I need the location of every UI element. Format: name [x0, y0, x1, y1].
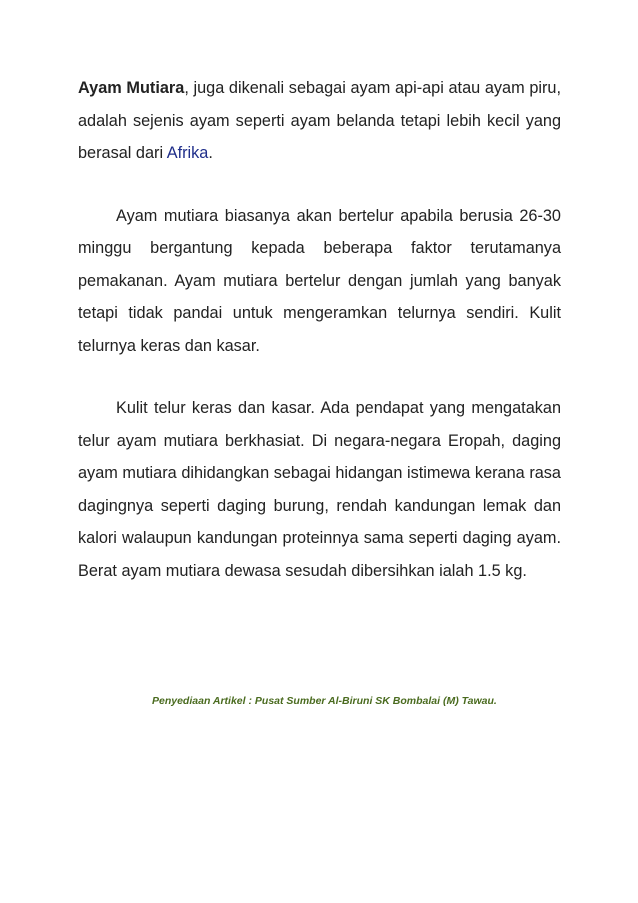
paragraph-eggshell-and-meat: Kulit telur keras dan kasar. Ada pendapat yang mengatakan telur ayam mutiara berkhasiat. Di negara-negara Eropah, daging ayam mutiara dihidangkan sebagai hidangan istimewa kerana rasa dagingnya seperti daging burung, rendah kandungan lemak dan kalori walaupun kandungan proteinnya sama seperti daging ayam. Berat ayam mutiara dewasa sesudah dibersihkan ialah 1.5 kg. — [78, 399, 561, 580]
paragraph-intro — [78, 72, 561, 170]
intro-text: , juga dikenali sebagai ayam api-api atau ayam piru, adalah sejenis ayam seperti ayam belanda tetapi lebih kecil yang berasal dari — [78, 79, 561, 162]
intro-period: . — [208, 144, 213, 162]
afrika-link[interactable]: Afrika — [166, 144, 209, 162]
article-term: Ayam Mutiara — [78, 79, 185, 97]
paragraph-egg-laying: Ayam mutiara biasanya akan bertelur apabila berusia 26-30 minggu bergantung kepada beberapa faktor terutamanya pemakanan. Ayam mutiara bertelur dengan jumlah yang banyak tetapi tidak pandai untuk mengeramkan telurnya sendiri. Kulit telurnya keras dan kasar. — [78, 206, 561, 355]
article-credit: Penyediaan Artikel : Pusat Sumber Al-Biruni SK Bombalai (M) Tawau. — [152, 695, 497, 707]
article-body — [78, 72, 561, 587]
